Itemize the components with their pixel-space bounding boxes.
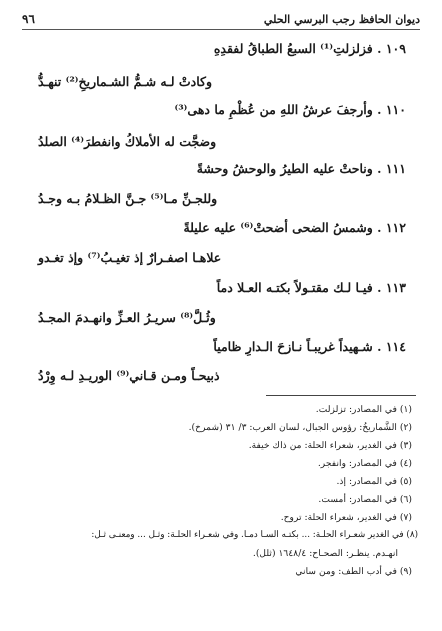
footnote-1: (١) في المصادر: تزلزلت. [315,404,412,415]
footnote-3: (٣) في الغدير، شعراء الحلة: من ذاك خيفة. [248,440,412,451]
running-title: ديوان الحافظ رجب البرسي الحلي [263,13,420,26]
verse-109-first-hemistich: ١٠٩ . فزلزلتِ⁽¹⁾ السبعُ الطباقُ لفقدِهِ [213,41,406,56]
footnote-8: (٨) في الغدير شعـراء الحلـة: ... بكتـه السـا دمـا. وفي شعـراء الحلـة: وثـل ... ومعنـى ثـل: [91,530,418,540]
verse-109-second-hemistich: وكادتْ لـه شـمُّ الشـماريخِ⁽²⁾ تنهـدُّ [38,74,213,89]
footnote-5: (٥) في المصادر: إذ. [336,476,412,487]
verse-114-first-hemistich: ١١٤ . شـهيداً غريبـاً نـازحَ الـدارِ ظامياً [213,339,406,354]
page-number: ٩٦ [22,12,35,26]
footnote-8-continuation: انهـدم. ينظـر: الصحـاح: ١٦٤٨/٤ (ثلل). [252,548,398,559]
verse-112-first-hemistich: ١١٢ . وشمسُ الضحى أضحتْ⁽⁶⁾ عليه عليلةً [183,220,406,235]
footnote-separator [266,395,416,396]
verse-113-second-hemistich: وثُـلَّ⁽⁸⁾ سريـرُ العـزِّ وانهـدمَ المجـدُ [38,310,216,325]
verse-111-first-hemistich: ١١١ . وناحتْ عليه الطيرُ والوحشُ وحشةً [196,161,406,176]
footnote-9: (٩) في أدب الطف: ومن ساني [295,566,412,577]
footnote-2: (٢) الشَّماريخُ: رؤوس الجبال، لسان العرب: ٣/ ٣١ (شمرخ). [188,422,412,433]
verse-110-second-hemistich: وضجَّت له الأملاكُ وانفطرَ⁽⁴⁾ الصلدُ [38,134,217,149]
footnote-4: (٤) في المصادر: وانفجر. [317,458,412,469]
verse-110-first-hemistich: ١١٠ . وأرجفَ عرشُ اللهِ من عُظْمِ ما دهى⁽³⁾ [174,102,406,117]
footnote-7: (٧) في الغدير، شعراء الحلة: تروح. [280,512,412,523]
verse-114-second-hemistich: ذبيحـاً ومـن قـاني⁽⁹⁾ الوريـدِ لـه وِرْدُ [38,368,220,383]
verse-113-first-hemistich: ١١٣ . فيـا لـك مقتـولاً بكتـه العـلا دماً [216,280,406,295]
verse-111-second-hemistich: وللجـنِّ مـا⁽⁵⁾ جـنَّ الظـلامُ بـه وجـدُ [38,191,218,206]
footnote-6: (٦) في المصادر: أمست. [318,494,412,505]
verse-112-second-hemistich: علاهـا اصفـرارٌ إذ تغيـبُ⁽⁷⁾ وإذ تغـدو [38,250,222,265]
page-header [22,6,420,30]
